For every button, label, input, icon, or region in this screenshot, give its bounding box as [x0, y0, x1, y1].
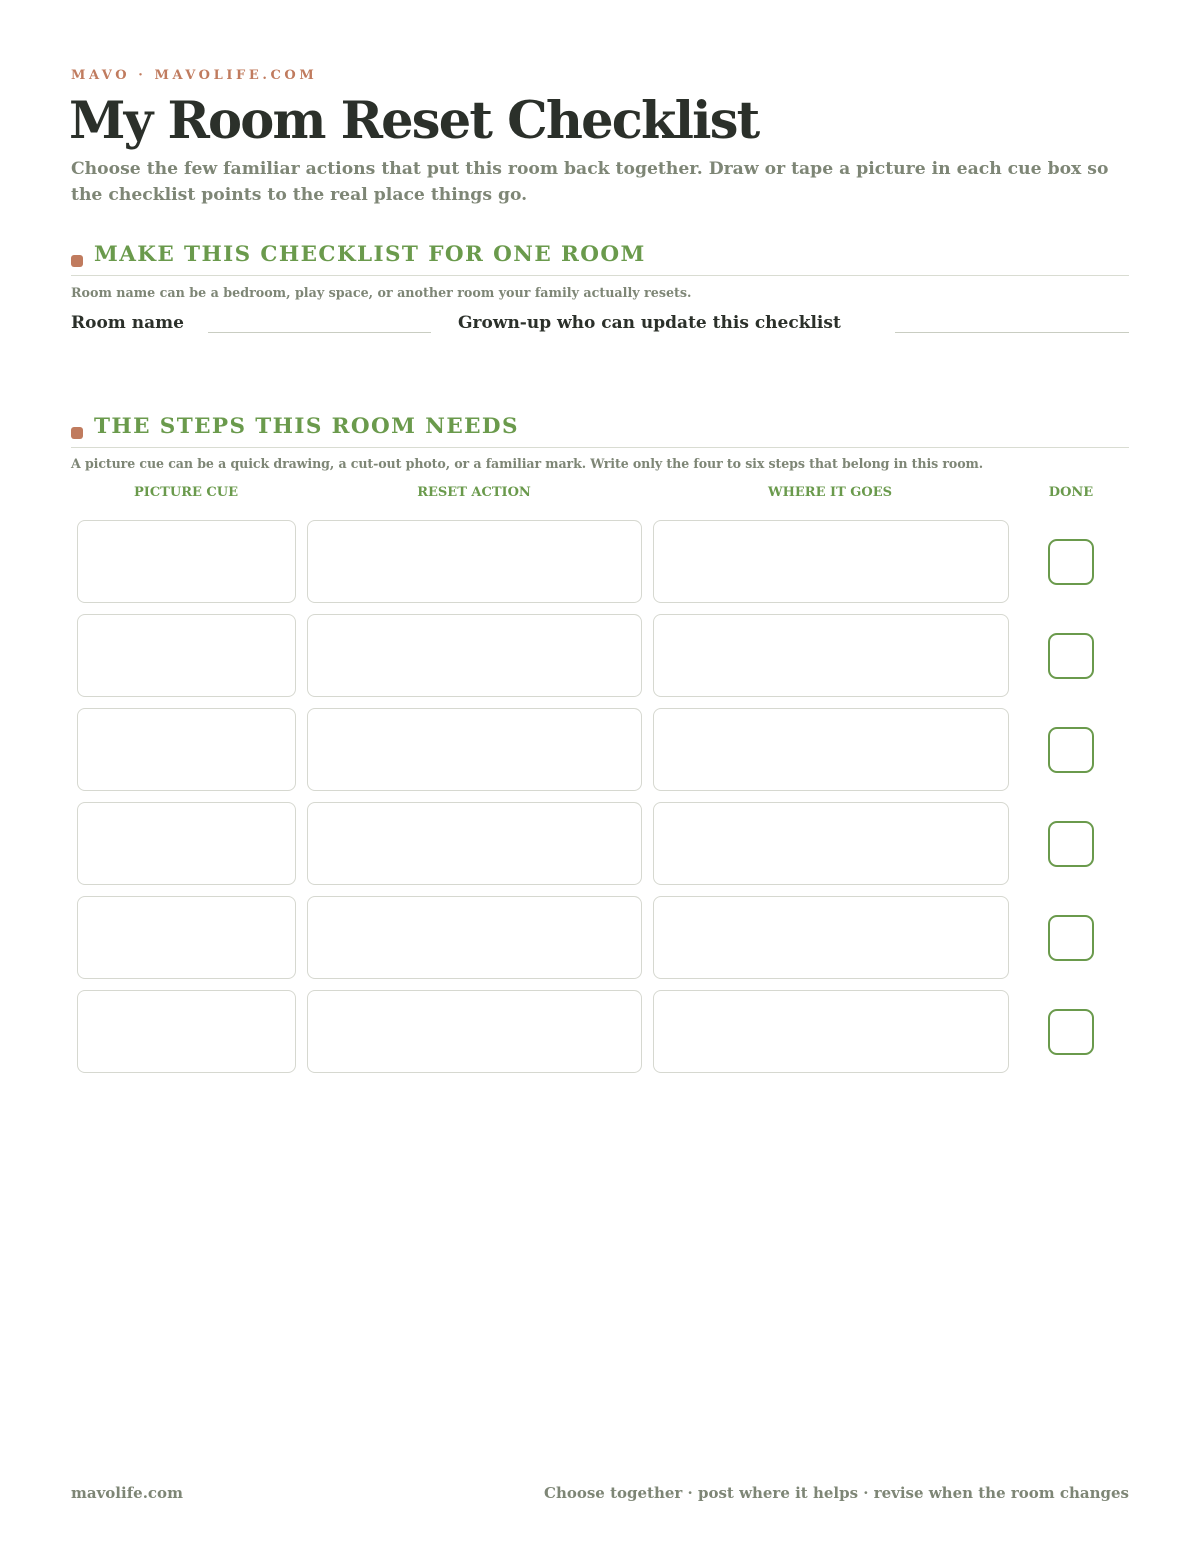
- footer-site: mavolife.com: [71, 1484, 183, 1502]
- section-room-hint: Room name can be a bedroom, play space, or another room your family actually resets.: [71, 285, 692, 300]
- room-name-field[interactable]: [208, 332, 431, 333]
- section-bullet-icon: [71, 427, 83, 439]
- reset-action-box[interactable]: [307, 802, 642, 885]
- section-divider: [71, 275, 1129, 276]
- done-checkbox[interactable]: [1048, 727, 1094, 773]
- reset-action-box[interactable]: [307, 520, 642, 603]
- column-header-where-it-goes: WHERE IT GOES: [767, 485, 893, 500]
- page-title: My Room Reset Checklist: [69, 91, 759, 151]
- reset-action-box[interactable]: [307, 896, 642, 979]
- section-steps-header: [71, 412, 1129, 442]
- picture-cue-box[interactable]: [77, 708, 296, 791]
- footer-tagline: Choose together · post where it helps · revise when the room changes: [544, 1484, 1129, 1502]
- table-row: [0, 802, 1200, 885]
- section-room-header: [71, 240, 1129, 270]
- table-row: [0, 520, 1200, 603]
- room-name-label: Room name: [71, 313, 184, 333]
- done-checkbox[interactable]: [1048, 539, 1094, 585]
- picture-cue-box[interactable]: [77, 520, 296, 603]
- where-it-goes-box[interactable]: [653, 614, 1009, 697]
- where-it-goes-box[interactable]: [653, 520, 1009, 603]
- grownup-label: Grown-up who can update this checklist: [458, 313, 841, 333]
- section-steps-hint: A picture cue can be a quick drawing, a cut-out photo, or a familiar mark. Write only the four to six steps that belong in this room.: [71, 456, 984, 471]
- table-row: [0, 708, 1200, 791]
- reset-action-box[interactable]: [307, 708, 642, 791]
- column-header-done: DONE: [1048, 485, 1094, 500]
- picture-cue-box[interactable]: [77, 990, 296, 1073]
- section-divider: [71, 447, 1129, 448]
- table-row: [0, 896, 1200, 979]
- done-checkbox[interactable]: [1048, 821, 1094, 867]
- done-checkbox[interactable]: [1048, 633, 1094, 679]
- reset-action-box[interactable]: [307, 990, 642, 1073]
- grownup-field[interactable]: [895, 332, 1129, 333]
- column-header-reset-action: RESET ACTION: [417, 485, 531, 500]
- done-checkbox[interactable]: [1048, 1009, 1094, 1055]
- picture-cue-box[interactable]: [77, 896, 296, 979]
- column-header-picture-cue: PICTURE CUE: [133, 485, 239, 500]
- where-it-goes-box[interactable]: [653, 802, 1009, 885]
- done-checkbox[interactable]: [1048, 915, 1094, 961]
- section-bullet-icon: [71, 255, 83, 267]
- where-it-goes-box[interactable]: [653, 990, 1009, 1073]
- brand-line: MAVO · MAVOLIFE.COM: [71, 68, 318, 83]
- table-row: [0, 990, 1200, 1073]
- section-room-heading: MAKE THIS CHECKLIST FOR ONE ROOM: [94, 242, 646, 267]
- table-row: [0, 614, 1200, 697]
- section-steps-heading: THE STEPS THIS ROOM NEEDS: [94, 414, 519, 439]
- where-it-goes-box[interactable]: [653, 708, 1009, 791]
- page-subtitle: Choose the few familiar actions that put this room back together. Draw or tape a picture in each cue box so the checklist points to the real place things go.: [71, 159, 1109, 205]
- picture-cue-box[interactable]: [77, 614, 296, 697]
- where-it-goes-box[interactable]: [653, 896, 1009, 979]
- reset-action-box[interactable]: [307, 614, 642, 697]
- picture-cue-box[interactable]: [77, 802, 296, 885]
